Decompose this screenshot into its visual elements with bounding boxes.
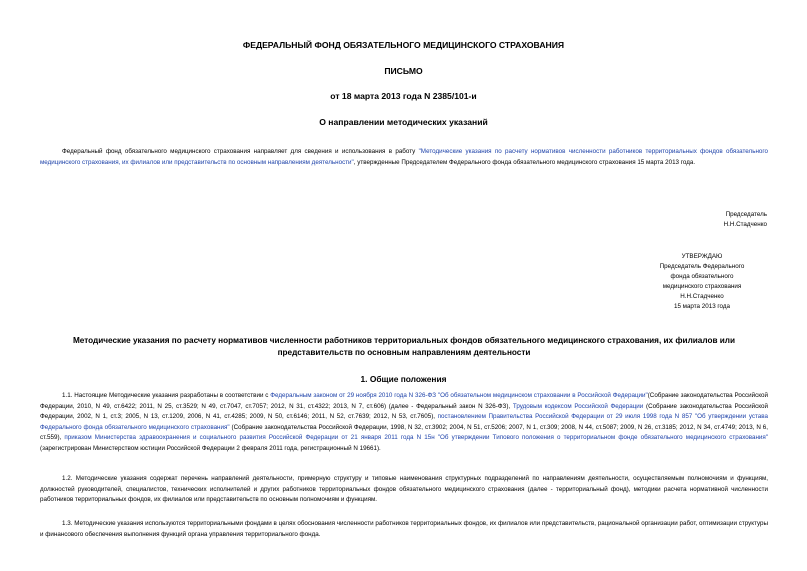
approval-line-3: медицинского страхования [662, 283, 742, 290]
signature-block [724, 210, 767, 230]
approval-block [630, 252, 774, 312]
doc-date-number: от 18 марта 2013 года N 2385/101-и [330, 91, 477, 101]
signature-name: Н.Н.Стадченко [723, 221, 767, 228]
doc-type-heading: ПИСЬМО [384, 66, 423, 76]
labor-code-link[interactable]: Трудовым кодексом Российской Федерации [512, 402, 644, 410]
doc-subject: О направлении методических указаний [319, 117, 488, 127]
federal-law-326-link[interactable]: Федеральным законом от 29 ноября 2010 года N 326-ФЗ "Об обязательном медицинском страховании в Российской Федерации" [270, 392, 648, 399]
approval-word: УТВЕРЖДАЮ [681, 253, 723, 260]
p1-text-3: (Собрание законодательства Российской Федерации, 2002, N 1, ст.3; 2005, N 13, ст.1209, 2006, N 41, ст.4285; 2009, N 50, ст.6146; 2011, N 52, ст.7639; 2012, N 53, ст.7605), [40, 402, 768, 420]
p3-text: 1.3. Методические указания используются территориальными фондами в целях обоснования численности работников территориальных фондов, их филиалов или представительств, рациональной организации работ, оптимизации структуры и финансового обеспечения выполнения функций органа управления территориального фонда. [40, 520, 768, 538]
p1-text-4: (Собрание законодательства Российской Федерации, 1998, N 32, ст.3902; 2004, N 51, ст.5206; 2007, N 1, ст.309; 2008, N 44, ст.5087; 2009, N 26, ст.3185; 2012, N 34, ст.4749; 2013, N 6, ст.559), [40, 423, 768, 441]
paragraph-1-1 [40, 391, 768, 454]
government-decree-857-link[interactable]: постановлением Правительства Российской Федерации от 29 июля 1998 года N 857 "Об утверждении устава Федерального фонда обязательного медицинского страхования" [40, 413, 768, 431]
guidelines-title: Методические указания по расчету нормативов численности работников территориальных фондов обязательного медицинского страхования, их филиалов или представительств по основным направлениям деятельности [72, 336, 736, 357]
methodical-guidelines-link[interactable]: "Методические указания по расчету нормативов численности работников территориальных фондов обязательного медицинского страхования, их филиалов или представительств по основным направлениям деятельности" [40, 148, 769, 166]
paragraph-1-3 [40, 519, 768, 540]
intro-paragraph [40, 147, 768, 168]
p1-text-1: 1.1. Настоящие Методические указания разработаны в соответствии с [62, 392, 271, 399]
approval-line-2: фонда обязательного [670, 273, 734, 280]
intro-text-before: Федеральный фонд обязательного медицинского страхования направляет для сведения и использования в работу [62, 148, 419, 155]
p2-text: 1.2. Методические указания содержат перечень направлений деятельности, примерную структуру и типовые наименования структурных подразделений по направлениям деятельности, осуществляемым полномочиям и функциям, должностей руководителей, специалистов, технических исполнителей и других работников территориальных фондов обязательного медицинского страхования (далее - территориальный фонд), методики расчета нормативной численности работников территориальных фондов, их филиалов или представительств по основным полномочиям и функциям. [40, 475, 768, 503]
ministry-order-15n-link[interactable]: приказом Министерства здравоохранения и социального развития Российской Федерации от 21 января 2011 года N 15н "Об утверждении Типового положения о территориальном фонде обязательного медицинского страхования" [64, 434, 768, 441]
intro-text-after: , утвержденные Председателем Федерального фонда обязательного медицинского страхования 15 марта 2013 года. [353, 158, 696, 166]
section-heading: 1. Общие положения [360, 374, 447, 384]
p1-text-5: (зарегистрирован Министерством юстиции Российской Федерации 2 февраля 2011 года, регистрационный N 19661). [40, 444, 381, 452]
org-heading: ФЕДЕРАЛЬНЫЙ ФОНД ОБЯЗАТЕЛЬНОГО МЕДИЦИНСКОГО СТРАХОВАНИЯ [242, 40, 565, 50]
paragraph-1-2 [40, 474, 768, 506]
approval-name: Н.Н.Стадченко [680, 293, 724, 300]
approval-line-1: Председатель Федерального [659, 263, 745, 270]
approval-date: 15 марта 2013 года [673, 303, 731, 310]
signature-position: Председатель [725, 211, 767, 218]
p1-text-2: (Собрание законодательства Российской Федерации, 2010, N 49, ст.6422; 2011, N 25, ст.3529; N 49, ст.7047, ст.7057; 2012, N 31, ст.4322; 2013, N 7, ст.606) (далее - Федеральный закон N 326-ФЗ), [40, 392, 769, 410]
